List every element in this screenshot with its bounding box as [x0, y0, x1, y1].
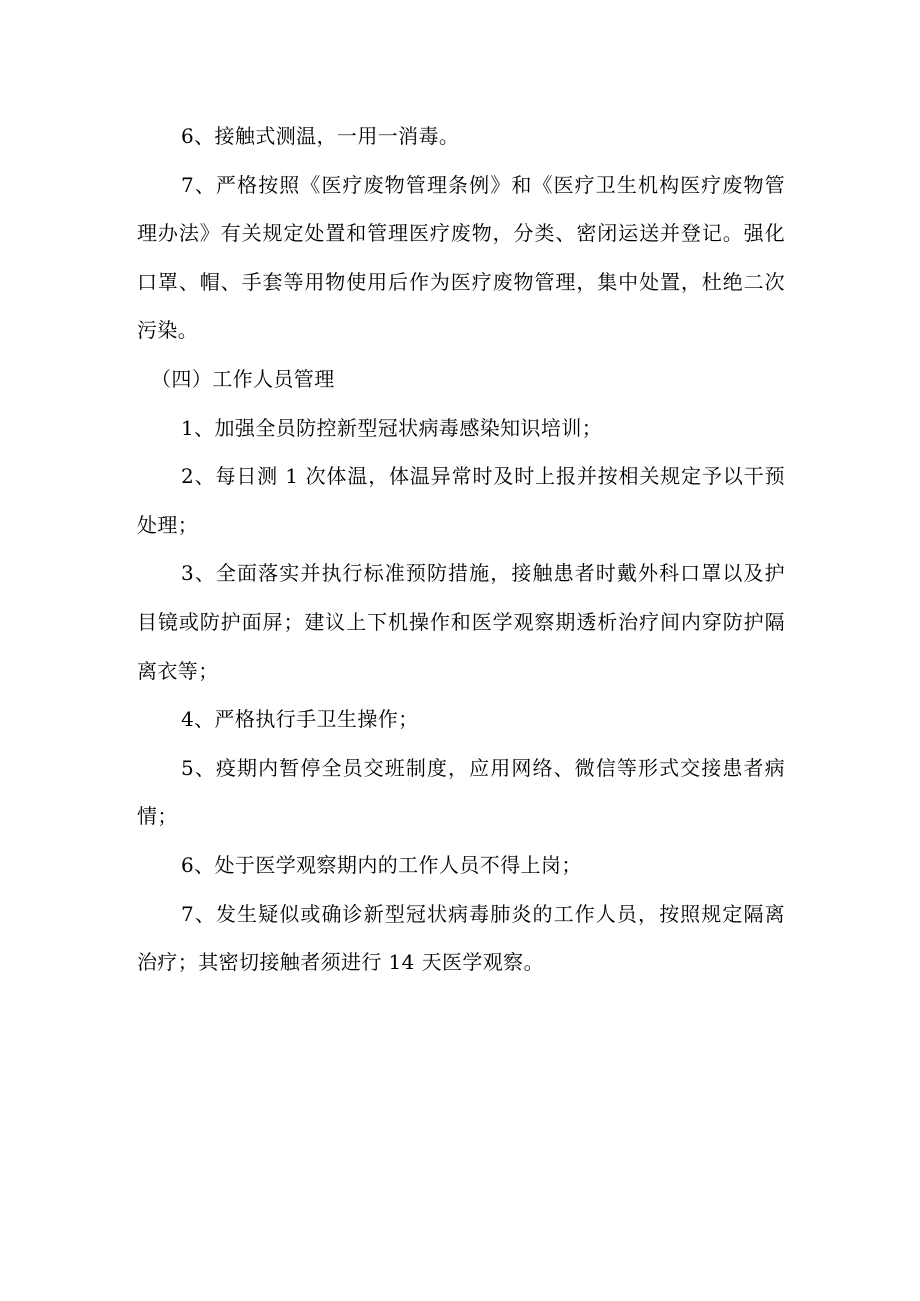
section3-item-6: 6、接触式测温，一用一消毒。: [181, 124, 460, 148]
section4-item-7: 7、发生疑似或确诊新型冠状病毒肺炎的工作人员，按照规定隔离治疗；其密切接触者须进行 14 天医学观察。: [137, 901, 785, 975]
section4-item-1: 1、加强全员防控新型冠状病毒感染知识培训；: [181, 415, 603, 440]
section4-heading: （四）工作人员管理: [151, 366, 335, 391]
section4-item-6: 6、处于医学观察期内的工作人员不得上岗；: [181, 852, 582, 877]
section4-item-5: 5、疫期内暂停全员交班制度，应用网络、微信等形式交接患者病情；: [137, 755, 785, 829]
document-body: [137, 112, 785, 987]
section3-item-7: 7、严格按照《医疗废物管理条例》和《医疗卫生机构医疗废物管理办法》有关规定处置和管理医疗废物，分类、密闭运送并登记。强化口罩、帽、手套等用物使用后作为医疗废物管理，集中处置，杜绝二次污染。: [137, 172, 785, 343]
section4-item-2: 2、每日测 1 次体温，体温异常时及时上报并按相关规定予以干预处理；: [137, 464, 785, 537]
section4-item-4: 4、严格执行手卫生操作；: [181, 707, 419, 732]
section4-item-3: 3、全面落实并执行标准预防措施，接触患者时戴外科口罩以及护目镜或防护面屏；建议上下机操作和医学观察期透析治疗间内穿防护隔离衣等；: [137, 561, 785, 683]
